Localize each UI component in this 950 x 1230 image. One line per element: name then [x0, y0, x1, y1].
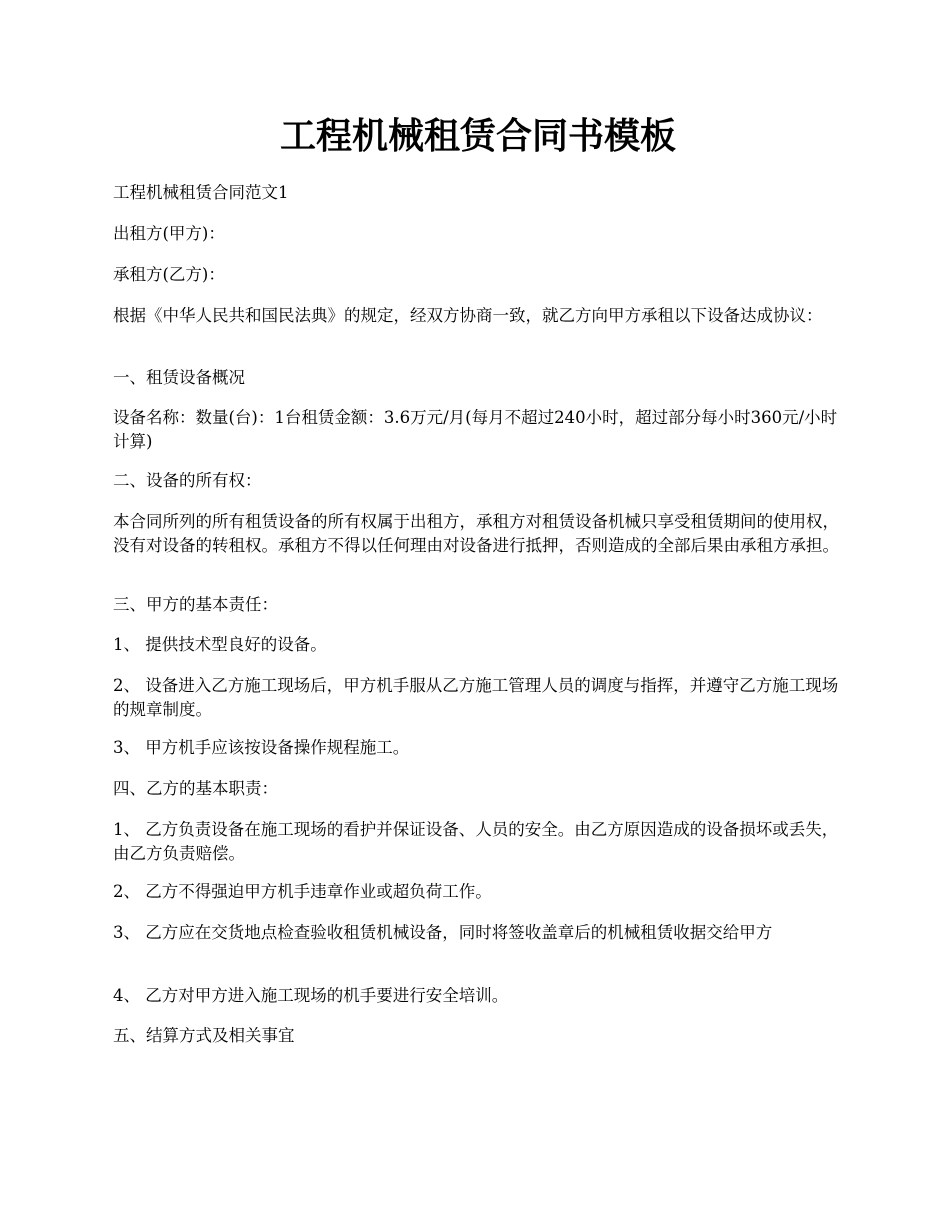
- list-item-party-b-3: 3、 乙方应在交货地点检查验收租赁机械设备，同时将签收盖章后的机械租赁收据交给甲方: [113, 923, 773, 942]
- paragraph-preamble: 根据《中华人民共和国民法典》的规定，经双方协商一致，就乙方向甲方承租以下设备达成协议：: [113, 306, 823, 325]
- list-item-party-b-4: 4、 乙方对甲方进入施工现场的机手要进行安全培训。: [113, 986, 509, 1005]
- section-heading-4: 四、乙方的基本职责：: [113, 779, 278, 798]
- document-title: 工程机械租赁合同书模板: [279, 115, 676, 157]
- list-item-party-a-3: 3、 甲方机手应该按设备操作规程施工。: [113, 738, 410, 757]
- section-heading-5: 五、结算方式及相关事宜: [113, 1026, 295, 1045]
- list-item-party-a-2: 2、 设备进入乙方施工现场后，甲方机手服从乙方施工管理人员的调度与指挥，并遵守乙方施工现场的规章制度。: [113, 676, 839, 719]
- paragraph-lessor: 出租方(甲方)：: [113, 224, 225, 243]
- section-heading-1: 一、租赁设备概况: [113, 368, 245, 387]
- paragraph-lessee: 承租方(乙方)：: [113, 265, 225, 284]
- section-heading-2: 二、设备的所有权：: [113, 471, 262, 490]
- list-item-party-b-1: 1、 乙方负责设备在施工现场的看护并保证设备、人员的安全。由乙方原因造成的设备损坏或丢失，由乙方负责赔偿。: [113, 820, 839, 863]
- list-item-party-b-2: 2、 乙方不得强迫甲方机手违章作业或超负荷工作。: [113, 882, 492, 901]
- paragraph-heading-sample: 工程机械租赁合同范文1: [113, 183, 289, 202]
- paragraph-ownership: 本合同所列的所有租赁设备的所有权属于出租方，承租方对租赁设备机械只享受租赁期间的使用权，没有对设备的转租权。承租方不得以任何理由对设备进行抵押，否则造成的全部后果由承租方承担。: [113, 512, 839, 555]
- section-heading-3: 三、甲方的基本责任：: [113, 595, 278, 614]
- list-item-party-a-1: 1、 提供技术型良好的设备。: [113, 635, 327, 654]
- paragraph-equipment-info: 设备名称：数量(台)：1台租赁金额：3.6万元/月(每月不超过240小时，超过部分每小时360元/小时计算): [113, 408, 838, 451]
